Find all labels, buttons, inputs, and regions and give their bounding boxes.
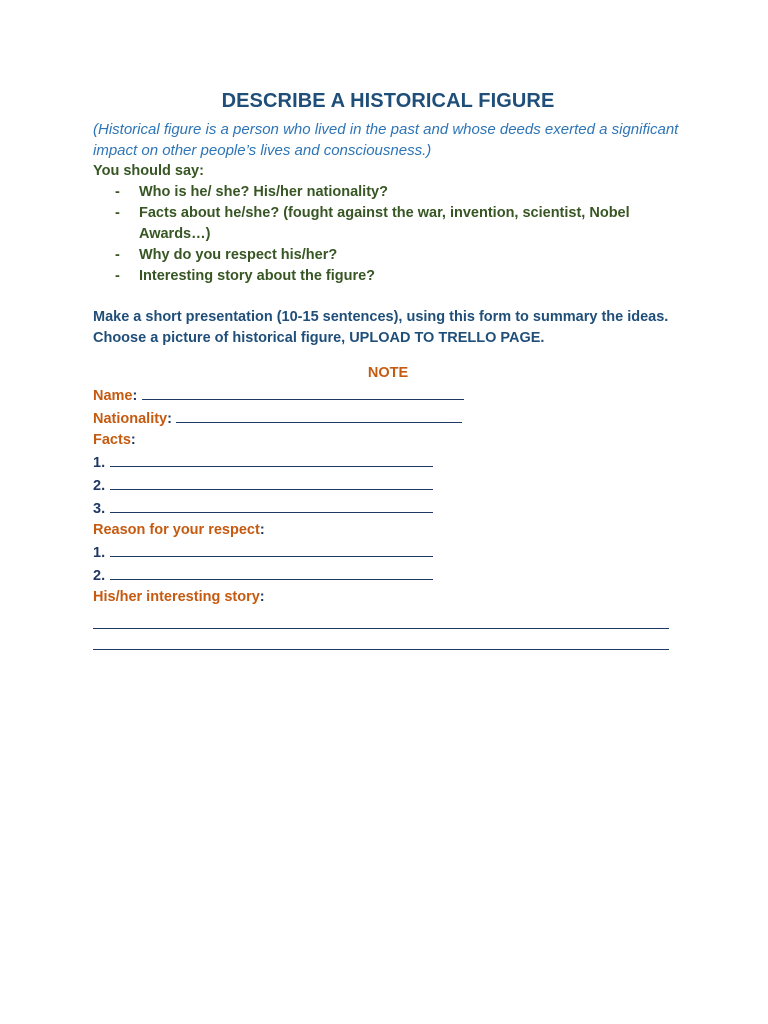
reason-blank-line[interactable]	[110, 541, 433, 557]
bullet-text: Why do you respect his/her?	[139, 247, 338, 263]
document-subtitle: (Historical figure is a person who lived in the past and whose deeds exerted a significant impact on other people’s lives and consciousness.)	[93, 121, 679, 159]
nationality-label: Nationality	[93, 411, 168, 427]
reason-line-2	[93, 564, 683, 587]
facts-row	[93, 430, 683, 451]
facts-colon: :	[130, 432, 136, 448]
document-title: DESCRIBE A HISTORICAL FIGURE	[221, 90, 555, 112]
list-item	[93, 266, 683, 287]
fact-blank-line[interactable]	[110, 474, 433, 490]
reason-colon: :	[259, 522, 265, 538]
fact-line-2	[93, 474, 683, 497]
story-blank-line-2[interactable]	[93, 629, 669, 650]
you-should-say-heading: You should say:	[93, 163, 204, 179]
bullet-text: Who is he/ she? His/her nationality?	[139, 184, 388, 200]
bullet-text: Interesting story about the figure?	[139, 268, 376, 284]
bullet-dash: -	[115, 247, 120, 263]
facts-label: Facts	[93, 432, 131, 448]
document-content	[93, 90, 683, 650]
name-blank-line[interactable]	[142, 384, 464, 400]
fact-line-3	[93, 497, 683, 520]
prompt-bullet-list	[93, 182, 683, 287]
story-label: His/her interesting story	[93, 589, 260, 605]
bullet-dash: -	[115, 184, 120, 200]
bullet-dash: -	[115, 268, 120, 284]
reason-row	[93, 520, 683, 541]
nationality-blank-line[interactable]	[176, 407, 462, 423]
instruction-upload: Choose a picture of historical figure, UPLOAD TO TRELLO PAGE.	[93, 330, 545, 346]
reason-blank-line[interactable]	[110, 564, 433, 580]
story-colon: :	[259, 589, 265, 605]
list-item	[93, 182, 683, 203]
reason-line-1	[93, 541, 683, 564]
reason-number: 2.	[93, 568, 106, 584]
nationality-colon: :	[167, 411, 172, 427]
nationality-row	[93, 407, 683, 430]
list-item	[93, 245, 683, 266]
reason-label: Reason for your respect	[93, 522, 260, 538]
name-row	[93, 384, 683, 407]
story-row	[93, 587, 683, 608]
list-item	[93, 203, 683, 245]
fact-number: 1.	[93, 455, 106, 471]
story-blank-line-1[interactable]	[93, 608, 669, 629]
fact-number: 2.	[93, 478, 106, 494]
note-heading: NOTE	[367, 365, 409, 381]
bullet-dash: -	[115, 205, 120, 221]
bullet-text: Facts about he/she? (fought against the war, invention, scientist, Nobel Awards…)	[139, 205, 630, 242]
reason-number: 1.	[93, 545, 106, 561]
instruction-presentation: Make a short presentation (10-15 sentences), using this form to summary the ideas.	[93, 309, 669, 325]
name-label: Name	[93, 388, 133, 404]
fact-number: 3.	[93, 501, 106, 517]
fact-blank-line[interactable]	[110, 451, 433, 467]
name-colon: :	[132, 388, 138, 404]
fact-line-1	[93, 451, 683, 474]
fact-blank-line[interactable]	[110, 497, 433, 513]
